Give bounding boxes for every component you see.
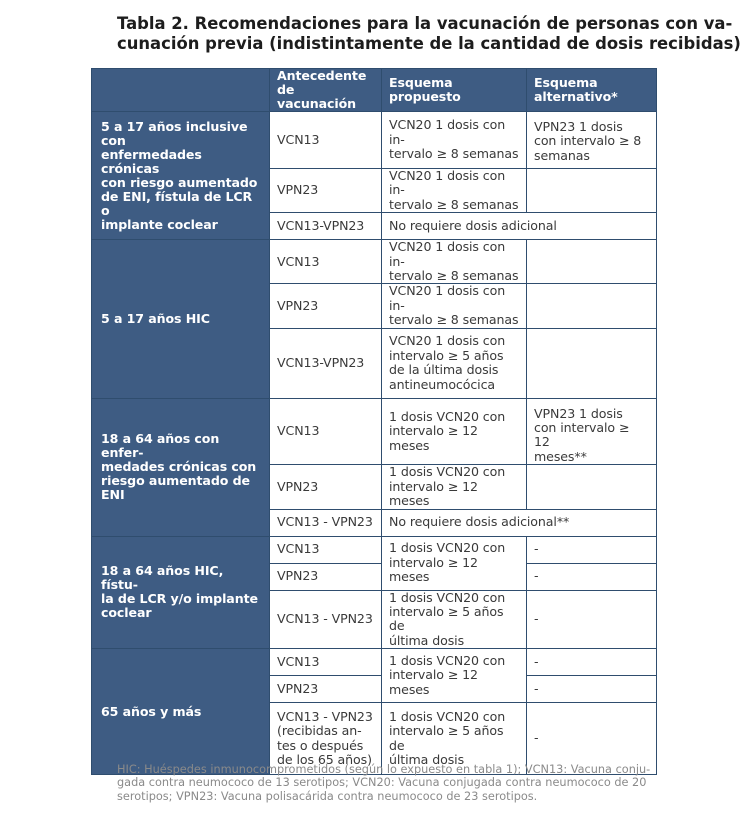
group-label [92,649,270,775]
footnote-line: serotipos; VPN23: Vacuna polisacárida contra neumococo de 23 serotipos. [117,789,538,803]
cell-text-line: 18 a 64 años HIC, fístu- [101,563,224,593]
title-line: cunación previa (indistintamente de la cantidad de dosis recibidas) [117,34,741,53]
cell-text-line: VPN23 [277,680,319,696]
cell-text-line: implante coclear [101,216,218,232]
table-row [92,398,657,465]
cell-text-line: VPN23 1 dosis [534,119,623,134]
table-title [117,14,741,54]
table-row [92,240,657,284]
cell-text-line: intervalo ≥ 5 años [389,347,504,363]
cell-text-line: VCN20 1 dosis con in- [389,168,506,198]
cell-text-line: riesgo aumentado de [101,473,250,489]
antecedente-cell [270,240,382,284]
alternativo-cell [527,536,657,563]
alternativo-cell [527,649,657,676]
propuesto-cell [382,112,527,169]
cell-text-line: VPN23 [277,568,319,584]
antecedente-cell [270,509,382,536]
footnote [117,763,651,803]
propuesto-cell [382,536,527,590]
cell-text-line: intervalo ≥ 5 años de [389,723,504,753]
cell-text-line: No requiere dosis adicional** [389,514,570,530]
cell-text-line: semanas [534,147,590,163]
cell-text-line: intervalo ≥ 12 meses [389,667,478,697]
cell-text-line: con intervalo ≥ 8 [534,133,642,149]
cell-text-line: 1 dosis VCN20 con [389,653,506,669]
cell-text-line: 1 dosis VCN20 con [389,589,506,605]
group-label [92,536,270,649]
cell-text-line: intervalo ≥ 12 meses [389,554,478,585]
cell-text-line: - [534,568,539,584]
cell-text-line: de la última dosis [389,362,499,378]
cell-text-line: VCN13 [277,653,320,669]
alternativo-cell [527,328,657,398]
antecedente-cell [270,465,382,509]
cell-text-line: tervalo ≥ 8 semanas [389,146,519,162]
propuesto-cell [382,649,527,703]
cell-text-line: 5 a 17 años inclusive con [101,118,248,148]
cell-text-line: VPN23 [277,182,319,198]
alternativo-cell [527,590,657,649]
group-label [92,398,270,536]
cell-text-line: la de LCR y/o implante [101,591,258,607]
cell-text-line: Esquema [389,75,453,90]
alternativo-cell [527,240,657,284]
propuesto-cell [382,169,527,213]
cell-text-line: intervalo ≥ 12 meses [389,423,478,453]
title-line: Tabla 2. Recomendaciones para la vacunación de personas con va- [117,14,733,33]
cell-text-line: - [534,730,539,746]
propuesto-cell [382,509,657,536]
cell-text-line: - [534,541,539,557]
cell-text-line: VCN13 - VPN23 [277,611,373,627]
cell-text-line: 1 dosis VCN20 con [389,464,506,480]
cell-text-line: intervalo ≥ 12 meses [389,478,478,509]
antecedente-cell [270,590,382,649]
antecedente-cell [270,112,382,169]
propuesto-cell [382,590,527,649]
cell-text-line: tervalo ≥ 8 semanas [389,196,519,212]
cell-text-line: 65 años y más [101,703,202,719]
cell-text-line: de vacunación [277,82,357,111]
cell-text-line: tes o después [277,737,364,753]
propuesto-cell [382,465,527,509]
cell-text-line: con riesgo aumentado [101,174,258,190]
header-empty-cell [92,69,270,112]
alternativo-cell [527,465,657,509]
propuesto-cell [382,240,527,284]
antecedente-cell [270,649,382,676]
cell-text-line: propuesto [389,89,461,104]
cell-text-line: coclear [101,605,152,621]
cell-text-line: VCN13 [277,253,320,269]
vaccination-table [91,68,657,775]
cell-text-line: No requiere dosis adicional [389,218,557,234]
cell-text-line: 1 dosis VCN20 con [389,408,506,424]
cell-text-line: VCN20 1 dosis con in- [389,283,506,313]
antecedente-cell [270,563,382,590]
cell-text-line: Antecedente [277,68,367,83]
cell-text-line: VPN23 [277,478,319,494]
header-row [92,69,657,112]
cell-text-line: - [534,680,539,696]
cell-text-line: última dosis [389,632,465,648]
antecedente-cell [270,536,382,563]
cell-text-line: con intervalo ≥ 12 [534,420,630,450]
cell-text-line: VCN13-VPN23 [277,354,365,370]
propuesto-cell [382,398,527,465]
alternativo-cell [527,398,657,465]
alternativo-cell [527,563,657,590]
footnote-line: gada contra neumococo de 13 serotipos; VCN20: Vacuna conjugada contra neumococo de 20 [117,776,647,790]
alternativo-cell [527,676,657,703]
cell-text-line: VCN20 1 dosis con in- [389,117,506,147]
cell-text-line: Esquema [534,75,598,90]
alternativo-cell [527,112,657,169]
antecedente-cell [270,676,382,703]
header-antecedente [270,69,382,112]
cell-text-line: VPN23 [277,297,319,313]
alternativo-cell [527,169,657,213]
cell-text-line: enfermedades crónicas [101,146,202,176]
propuesto-cell [382,328,527,398]
cell-text-line: VCN20 1 dosis con [389,333,506,349]
cell-text-line: de ENI, fístula de LCR o [101,188,253,218]
propuesto-cell [382,284,527,328]
cell-text-line: tervalo ≥ 8 semanas [389,268,519,284]
cell-text-line: VCN13 [277,131,320,147]
cell-text-line: última dosis [389,752,465,768]
header-alternativo [527,69,657,112]
propuesto-cell [382,213,657,240]
cell-text-line: VCN13 - VPN23 [277,708,373,724]
group-label [92,112,270,240]
cell-text-line: 1 dosis VCN20 con [389,540,506,556]
cell-text-line: ENI [101,487,125,503]
cell-text-line: 5 a 17 años HIC [101,310,210,326]
cell-text-line: 18 a 64 años con enfer- [101,431,220,461]
cell-text-line: VCN13-VPN23 [277,218,365,234]
cell-text-line: de los 65 años) [277,752,372,768]
antecedente-cell [270,284,382,328]
cell-text-line: - [534,611,539,627]
cell-text-line: VCN13 - VPN23 [277,514,373,530]
cell-text-line: VCN13 [277,423,320,439]
cell-text-line: tervalo ≥ 8 semanas [389,312,519,328]
cell-text-line: - [534,653,539,669]
cell-text-line: VCN13 [277,541,320,557]
cell-text-line: (recibidas an- [277,723,362,739]
cell-text-line: antineumocócica [389,376,496,392]
antecedente-cell [270,398,382,465]
cell-text-line: alternativo* [534,89,618,104]
antecedente-cell [270,213,382,240]
footnote-line: HIC: Huéspedes inmunocomprometidos (según lo expuesto en tabla 1); VCN13: Vacuna conju- [117,763,651,776]
cell-text-line: 1 dosis VCN20 con [389,708,506,724]
cell-text-line: intervalo ≥ 5 años de [389,603,504,634]
alternativo-cell [527,284,657,328]
cell-text-line: meses** [534,448,587,464]
cell-text-line: VPN23 1 dosis [534,405,623,421]
group-label [92,240,270,398]
cell-text-line: VCN20 1 dosis con in- [389,239,506,269]
antecedente-cell [270,328,382,398]
table-row [92,112,657,169]
table-row [92,649,657,676]
table-row [92,536,657,563]
header-propuesto [382,69,527,112]
antecedente-cell [270,169,382,213]
cell-text-line: medades crónicas con [101,459,257,475]
